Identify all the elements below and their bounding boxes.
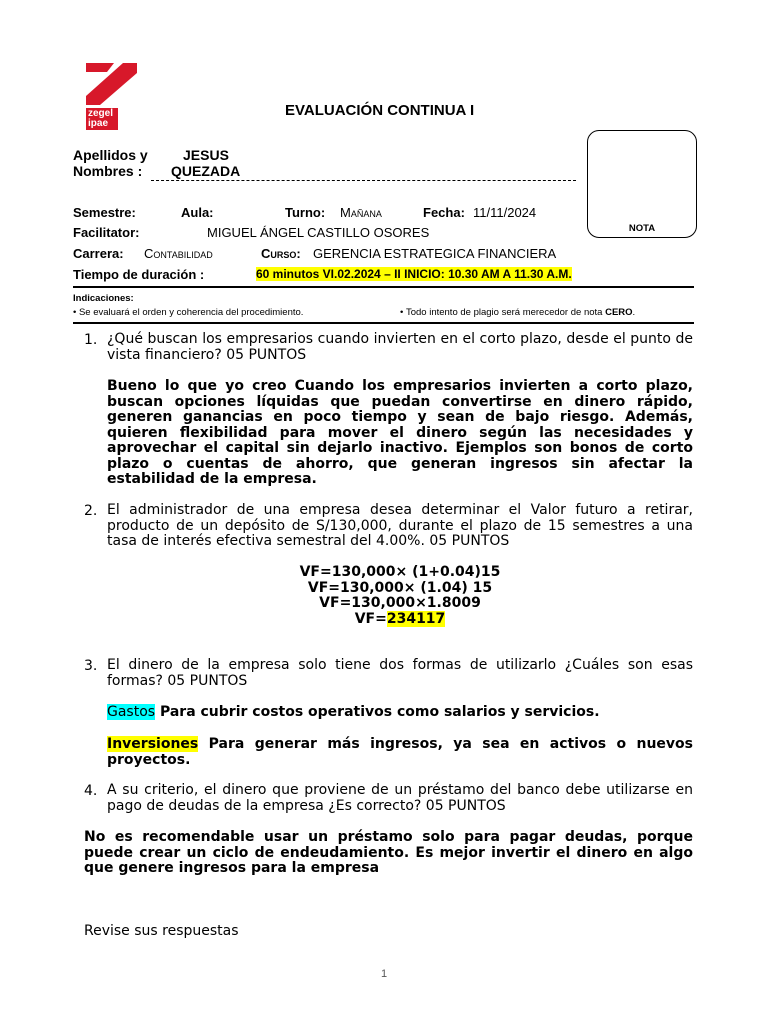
answer-gastos-text: Para cubrir costos operativos como salarios y servicios. — [155, 704, 600, 720]
answer-inversiones-label: Inversiones — [107, 736, 199, 752]
header-rule-bottom — [73, 322, 694, 324]
question-2-number: 2. — [84, 503, 98, 519]
question-2-text: El administrador de una empresa desea determinar el Valor futuro a retirar, producto de un depósito de S/130,000, durante el plazo de 15 semestres a una tasa de interés efectiva semestral del 4.00%. 05 PUNTOS — [107, 502, 693, 549]
name-label-2: Nombres : — [73, 163, 143, 179]
formula-line-1: VF=130,000× (1+0.04)15 — [299, 564, 501, 580]
tiempo-value: 60 minutos VI.02.2024 – II INICIO: 10.30 AM A 11.30 A.M. — [256, 267, 572, 281]
indicaciones-title: Indicaciones: — [73, 293, 134, 304]
formula-result-prefix: VF= — [354, 610, 387, 627]
indicaciones-item-2 — [400, 307, 635, 318]
semestre-label: Semestre: — [73, 205, 136, 220]
question-1-answer: Bueno lo que yo creo Cuando los empresarios invierten a corto plazo, buscan opciones líquidas que puedan convertirse en dinero rápido, generen ganancias en poco tiempo y sean de bajo riesgo. Además, quieren flexibilidad para mover el dinero según las necesidades y aprovechar el capital sin dejarlo inactivo. Ejemplos son bonos de corto plazo o cuentas de ahorro, que generan ingresos sin afectar la estabilidad de la empresa. — [107, 378, 693, 487]
review-note: Revise sus respuestas — [84, 923, 239, 939]
page-title: EVALUACIÓN CONTINUA I — [285, 102, 475, 119]
indicaciones-item-1 — [73, 307, 303, 318]
question-4-text: A su criterio, el dinero que proviene de un préstamo del banco debe utilizarse en pago de deudas de la empresa ¿Es correcto? 05 PUNTOS — [107, 782, 693, 814]
turno-value: Mañana — [340, 205, 382, 220]
formula-line-2: VF=130,000× (1.04) 15 — [307, 579, 493, 596]
question-1-number: 1. — [84, 332, 98, 348]
question-2-formula — [107, 565, 693, 627]
facilitador-label: Facilitator: — [73, 225, 140, 240]
question-3-number: 3. — [84, 658, 98, 674]
nota-box — [587, 130, 697, 238]
carrera-value: Contabilidad — [144, 246, 213, 261]
indicaciones-item-2-text: Todo intento de plagio será merecedor de nota — [405, 307, 606, 318]
question-1-text: ¿Qué buscan los empresarios cuando invierten en el corto plazo, desde el punto de vista financiero? 05 PUNTOS — [107, 331, 693, 363]
question-3-text: El dinero de la empresa solo tiene dos formas de utilizarlo ¿Cuáles son esas formas? 05 PUNTOS — [107, 657, 693, 689]
formula-result-value: 234117 — [386, 610, 446, 627]
logo-word-ipae: ipae — [88, 118, 109, 129]
name-dashed-line — [151, 180, 576, 181]
bullet-icon: • — [400, 307, 406, 318]
logo-word-zegel: zegel — [88, 108, 114, 119]
nota-label: NOTA — [628, 223, 656, 234]
answer-inversiones-text: Para generar más ingresos, ya sea en activos o nuevos proyectos. — [107, 736, 693, 768]
curso-value: GERENCIA ESTRATEGICA FINANCIERA — [313, 246, 557, 261]
indicaciones-item-1-text: Se evaluará el orden y coherencia del procedimiento. — [78, 307, 304, 318]
question-4-number: 4. — [84, 783, 98, 799]
zegel-logo-text — [86, 108, 118, 130]
turno-label: Turno: — [285, 205, 326, 220]
zegel-logo — [84, 60, 138, 134]
tiempo-label: Tiempo de duración : — [73, 267, 205, 282]
question-3-answer-2 — [107, 737, 693, 768]
question-4-answer: No es recomendable usar un préstamo solo para pagar deudas, porque puede crear un ciclo de endeudamiento. Es mejor invertir el dinero en algo que genere ingresos para la empresa — [84, 829, 693, 876]
curso-label: Curso: — [261, 246, 301, 261]
first-name-value: JESUS — [183, 147, 229, 163]
aula-label: Aula: — [181, 205, 214, 220]
zegel-logo-mark — [84, 60, 138, 108]
fecha-label: Fecha: — [423, 205, 465, 220]
name-label-1: Apellidos y — [73, 147, 148, 163]
fecha-value: 11/11/2024 — [473, 205, 537, 220]
question-3-answer-1 — [107, 705, 693, 721]
indicaciones-item-2-bold: CERO — [605, 307, 633, 318]
carrera-label: Carrera: — [73, 246, 124, 261]
formula-line-4 — [107, 612, 693, 628]
facilitador-value: MIGUEL ÁNGEL CASTILLO OSORES — [207, 225, 430, 240]
answer-gastos-label: Gastos — [107, 704, 156, 720]
formula-line-3: VF=130,000×1.8009 — [319, 595, 481, 611]
page-number: 1 — [380, 968, 388, 980]
indicaciones-item-2-suffix: . — [632, 307, 636, 318]
last-name-value: QUEZADA — [171, 163, 241, 179]
header-rule-top — [73, 286, 694, 288]
bullet-icon: • — [73, 307, 79, 318]
